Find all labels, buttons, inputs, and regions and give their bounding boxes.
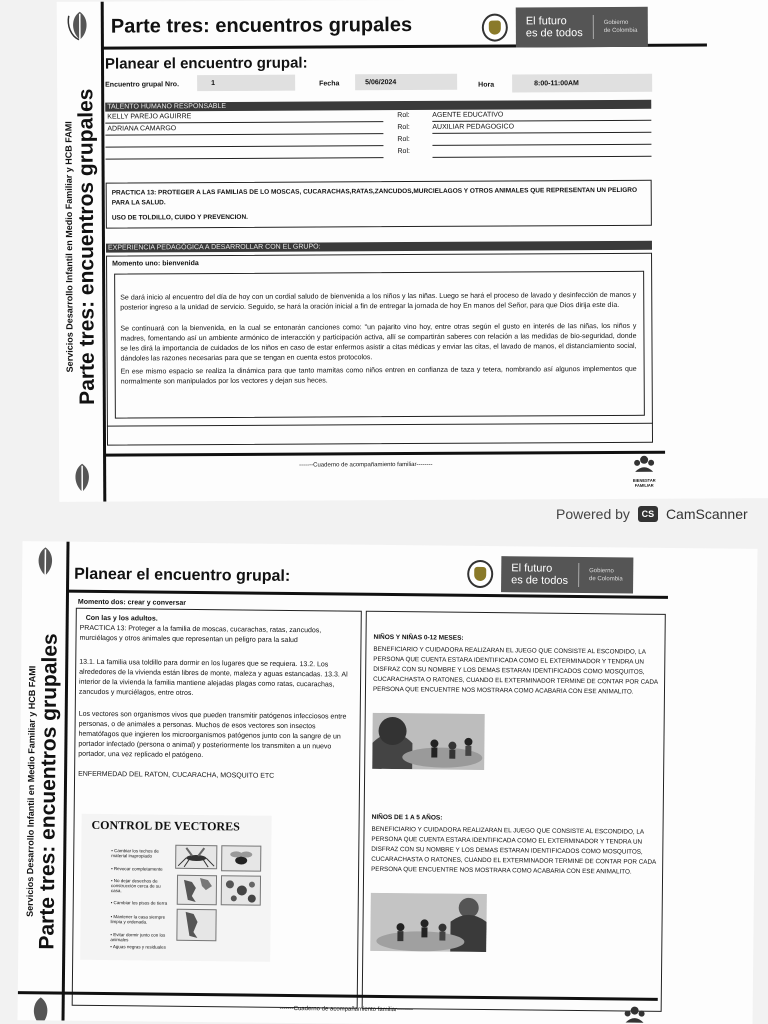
bullet-icon: •	[111, 866, 114, 872]
practica-text: PRACTICA 13: PROTEGER A LAS FAMILIAS DE LO MOSCAS, CUCARACHAS,RATAS,ZANCUDOS,MURCIELAGOS Y OTROS ANIMALES QUE REPRESENTAN UN PELIGRO PARA LA SALUD.	[111, 186, 638, 207]
section-title: Planear el encuentro grupal:	[74, 565, 291, 585]
staff-rol: AGENTE EDUCATIVO	[432, 111, 504, 119]
staff-name: KELLY PAREJO AGUIRRE	[107, 113, 192, 121]
bullet-icon: •	[110, 878, 114, 884]
bienestar-family-icon	[624, 1005, 646, 1023]
bienvenida-paragraph-3: En ese mismo espacio se realiza la dinámica para que tanto mamitas como niños entren en confianza de taza y tetera, nombrando así algunos implementos que normalmente son manipulados por los vectores y dejan sus heces.	[120, 365, 637, 386]
staff-rol: AUXILIAR PEDAGOGICO	[432, 123, 515, 131]
staff-rol-label: Rol:	[397, 124, 410, 132]
control-item: • Revocar completamente	[111, 866, 163, 872]
sidebar	[18, 541, 69, 1020]
kids-playing-illustration	[372, 713, 485, 770]
leaf-logo-icon	[25, 995, 55, 1024]
control-item: • Aguas negras y residuales	[110, 944, 166, 950]
cells-image	[221, 875, 261, 905]
bienestar-logo: BIENESTAR FAMILIAR	[627, 455, 661, 488]
bienvenida-paragraph-2: Se continuará con la bienvenida, en la cual se entonarán canciones como: "un pajarito vino hoy, entre otras según el gusto en interés de las niñas, los niños y madres, fomentando así un ambiente armónico de interacción y participación activa, allí se compartirán saberes con relación a las medidas de bio-seguridad, donde se les dirá la importancia de cuidados de los niños en caso de estar enfermos asistir a citas médicas y enviar las citas, el lavado de manos, el distanciamiento social, dándoles las razones necesarias para que se tengan en cuenta estos protocolos.	[120, 322, 637, 363]
control-item: • Cambiar los techos de material inapropiado	[111, 848, 159, 859]
momento-uno-title: Momento uno: bienvenida	[112, 260, 199, 268]
cells-icon	[222, 876, 260, 904]
ninos-1-5-title: NIÑOS DE 1 A 5 AÑOS:	[371, 813, 443, 822]
page-footer: -------Cuaderno de acompañamiento familiar--------	[299, 461, 433, 469]
colombia-seal-icon	[467, 560, 493, 588]
hora-label: Hora	[478, 81, 495, 89]
fly-icon	[222, 846, 260, 870]
bienestar-family-icon	[633, 455, 655, 473]
encuentro-field[interactable]: 1	[197, 75, 295, 92]
fly-image	[221, 845, 261, 871]
kids-playing-icon	[370, 893, 487, 952]
map-icon	[178, 876, 216, 904]
map-icon	[177, 910, 215, 940]
staff-rol-label: Rol:	[397, 148, 410, 156]
sidebar-title: Parte tres: encuentros grupales	[74, 88, 99, 405]
adultos-practica: PRACTICA 13: Proteger a la familia de moscas, cucarachas, ratas, zancudos, murciélagos y otros animales que representan un peligro para la salud	[79, 624, 322, 645]
sidebar	[57, 2, 106, 502]
map-image-2	[176, 909, 216, 941]
section-title: Planear el encuentro grupal:	[104, 54, 308, 73]
page-title: Parte tres: encuentros grupales	[110, 14, 413, 38]
control-item: • Evitar dormir junto con los animales	[110, 932, 166, 943]
adultos-title: Con las y los adultos.	[85, 614, 158, 623]
sidebar-title: Parte tres: encuentros grupales	[35, 633, 62, 950]
mosquito-icon	[176, 846, 216, 868]
ninos-0-12-title: NIÑOS Y NIÑAS 0-12 MESES:	[373, 633, 464, 642]
colombia-seal-icon	[482, 14, 508, 42]
ninos-0-12-text: BENEFICIARIO Y CUIDADORA REALIZARAN EL JUEGO QUE CONSISTE AL ESCONDIDO, LA PERSONA QUE CUENTA ESTARA IDENTIFICADA COMO EL EXTERMINADOR Y TENDRA UN DISFRAZ CON SU NOMBRE Y LOS DEMAS ESTARAN IDENTIFICADOS COMO MOSQUITOS, CUCARACHASTA O RATONES, CUANDO EL EXTERMINADOR TERMINE DE CONTAR POR CADA PERSONA QUE ENCUENTRE NOS MOSTRARA COMO ACABARIA CON ESE ANIMALITO.	[372, 645, 658, 696]
talento-header: TALENTO HUMANO RESPONSABLE	[105, 100, 651, 112]
hora-field[interactable]: 8:00-11:00AM	[512, 74, 652, 93]
leaf-logo-icon	[67, 462, 97, 494]
control-title: CONTROL DE VECTORES	[91, 817, 240, 834]
bullet-icon: •	[110, 914, 114, 920]
staff-table	[57, 0, 768, 2]
page-footer: -------Cuaderno de acompañamiento familiar--------	[279, 1005, 414, 1014]
sidebar-subtitle: Servicios Desarrollo Infantil en Medio Familiar y HCB FAMI	[24, 665, 38, 917]
experiencia-header: EXPERIENCIA PEDAGÓGICA A DESARROLLAR CON EL GRUPO:	[106, 241, 652, 253]
staff-name: ADRIANA CAMARGO	[107, 125, 177, 133]
scanned-page-1	[57, 0, 768, 502]
camscanner-logo-icon: CS	[638, 506, 658, 522]
gov-logo: El futuro es de todos Gobierno de Colombia	[482, 7, 648, 48]
control-item: • No dejar desechos de construcción cerca de su casa.	[110, 878, 161, 894]
bullet-icon: •	[111, 848, 115, 854]
leaf-logo-icon	[30, 545, 60, 577]
powered-by-text: Powered by	[556, 506, 630, 522]
camscanner-brand: CamScanner	[665, 506, 748, 522]
adultos-paragraph-3: ENFERMEDAD DEL RATON, CUCARACHA, MOSQUITO ETC	[78, 770, 275, 780]
encuentro-label: Encuentro grupal Nro.	[105, 81, 180, 89]
adultos-paragraph-2: Los vectores son organismos vivos que pueden transmitir patógenos infecciosos entre personas, o de animales a personas. Muchos de esos vectores son insectos hematófagos que ingieren los microorganismos patógenos junto con la sangre de un portador infectado (persona o animal) y posteriormente los transmiten a un nuevo portador, una vez replicado el patógeno.	[78, 710, 347, 760]
practica-subtext: USO DE TOLDILLO, CUIDO Y PREVENCION.	[111, 213, 249, 222]
fecha-field[interactable]: 5/06/2024	[355, 74, 457, 91]
kids-playing-icon	[372, 713, 485, 770]
staff-rol-label: Rol:	[397, 112, 410, 120]
kids-playing-illustration-2	[370, 893, 487, 952]
staff-rol-label: Rol:	[397, 136, 410, 144]
adultos-paragraph-1: 13.1. La familia usa toldillo para dormir en los lugares que se requiera. 13.2. Los alrededores de la vivienda están libres de monte, maleza y aguas estancadas. 13.3. Al interior de la vivienda la familia mantiene alejadas plagas como ratas, cucarachas, zancudos y murciélagos, entre otros.	[78, 658, 348, 697]
mosquito-image	[175, 845, 217, 869]
momento-dos-title: Momento dos: crear y conversar	[77, 598, 187, 607]
sidebar-subtitle: Servicios Desarrollo Infantil en Medio Familiar y HCB FAMI	[63, 121, 75, 373]
ninos-1-5-text: BENEFICIARIO Y CUIDADORA REALIZARAN EL JUEGO QUE CONSISTE AL ESCONDIDO, LA PERSONA QUE CUENTA ESTARA IDENTIFICADA COMO EL EXTERMINADOR Y TENDRA UN DISFRAZ CON SU NOMBRE Y LOS DEMAS ESTARAN IDENTIFICADOS COMO MOSQUITOS, CUCARACHASTA O RATONES, CUANDO EL EXTERMINADOR TERMINE DE CONTAR POR CADA PERSONA QUE ENCUENTRE NOS MOSTRARA COMO ACABARIA CON ESE ANIMALITO.	[371, 825, 656, 876]
control-vectores-infographic	[80, 814, 272, 962]
bullet-icon: •	[110, 900, 114, 906]
fecha-label: Fecha	[319, 80, 340, 88]
leaf-logo-icon	[65, 10, 95, 42]
control-item: • Mantener la casa siempre limpia y ordenada.	[110, 914, 166, 925]
gov-logo: El futuro es de todos Gobierno de Colombia	[467, 556, 633, 594]
scanned-page-2	[18, 541, 758, 1024]
bullet-icon: •	[110, 932, 114, 938]
bienvenida-paragraph-1: Se dará inicio al encuentro del día de hoy con un cordial saludo de bienvenida a los niños y las niñas. Luego se hará el proceso de lavado y desinfección de manos y posterior ingreso a la unidad de servicio. Seguido, se hará la oración inicial a fin de entregar la jornada de hoy En manos del Señor, para que Dios dirija este día.	[120, 291, 637, 312]
control-item: • Cambiar los pisos de tierra	[110, 900, 168, 906]
bullet-icon: •	[110, 944, 113, 950]
camscanner-watermark	[556, 506, 748, 522]
map-image	[177, 875, 217, 905]
